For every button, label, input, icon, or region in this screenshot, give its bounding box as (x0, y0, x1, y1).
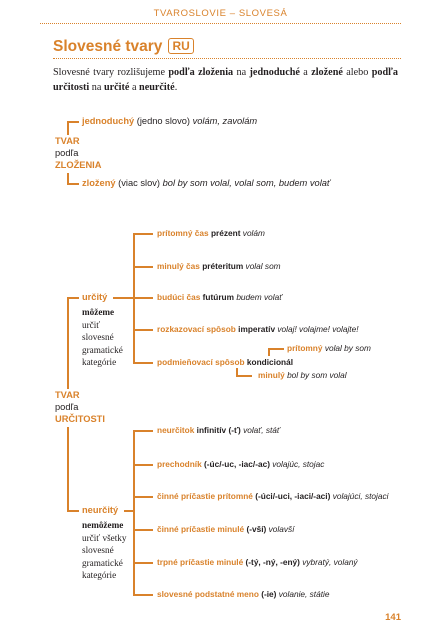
nonfinite-item (157, 589, 329, 599)
intro-text: a (129, 81, 140, 93)
intro-bold: podľa určitosti (53, 67, 399, 93)
finite-item-term: prézent (210, 228, 241, 238)
finite-item-term: préteritum (202, 261, 244, 271)
finite-note-line: môžeme (82, 307, 115, 317)
root-label-zlozenia: podľa (55, 148, 79, 158)
root-label-zlozenia: TVAR (55, 136, 80, 146)
nonfinite-item (157, 524, 294, 534)
tree-line (67, 510, 79, 512)
tree-line (133, 496, 153, 498)
compound-form-term: zložený (82, 178, 116, 188)
tree-line (268, 348, 270, 356)
tree-line (67, 297, 79, 299)
intro-paragraph (53, 66, 398, 95)
nonfinite-item-term: (-ie) (261, 589, 277, 599)
nonfinite-item (157, 425, 280, 435)
tree-line (133, 430, 135, 596)
finite-item (157, 324, 359, 334)
nonfinite-item-example: volavší (268, 524, 295, 534)
nonfinite-note-line: slovesné (82, 545, 114, 555)
page-title (53, 38, 194, 56)
nonfinite-item-label: neurčitok (157, 425, 195, 435)
nonfinite-item-example: volajúci, stojaci (332, 491, 389, 501)
tree-line (236, 375, 252, 377)
finite-label: určitý (82, 292, 108, 302)
nonfinite-item-label: prechodník (157, 459, 202, 469)
finite-item-label: budúci čas (157, 292, 201, 302)
finite-item-label: minulý čas (157, 261, 200, 271)
nonfinite-note-line: určiť všetky (82, 532, 127, 543)
conditional-present (287, 343, 371, 353)
root-label-zlozenia: ZLOŽENIA (55, 160, 102, 170)
finite-item-label: rozkazovací spôsob (157, 324, 236, 334)
simple-form-row (82, 116, 257, 126)
finite-item (157, 357, 293, 367)
nonfinite-item (157, 459, 324, 469)
finite-item-example: volaj! volajme! volajte! (277, 324, 359, 334)
nonfinite-note-line: nemôžeme (82, 520, 124, 530)
tree-line (67, 183, 79, 185)
tree-line (133, 430, 153, 432)
nonfinite-item-term: infinitív (-ť) (196, 425, 241, 435)
nonfinite-item-label: slovesné podstatné meno (157, 589, 259, 599)
tree-line (133, 266, 153, 268)
compound-form-desc: (viac slov) (115, 178, 163, 188)
finite-item-term: futúrum (202, 292, 234, 302)
nonfinite-item (157, 491, 389, 501)
nonfinite-note-line: kategórie (82, 570, 117, 580)
intro-text: na (233, 67, 250, 78)
nonfinite-item-example: volanie, státie (278, 589, 330, 599)
finite-note-line: kategórie (82, 357, 117, 367)
tree-line (133, 329, 153, 331)
running-header: TVAROSLOVIE – SLOVESÁ (153, 8, 288, 19)
finite-note-line: slovesné (82, 332, 114, 342)
intro-text: a (299, 67, 312, 78)
tree-line (67, 297, 69, 389)
finite-note-line: určiť (82, 319, 101, 330)
tree-line (133, 233, 153, 235)
simple-form-term: jednoduchý (82, 116, 135, 126)
intro-bold: zložené (311, 67, 343, 78)
tree-line (124, 510, 133, 512)
tree-line (268, 348, 284, 350)
conditional-label: prítomný (287, 343, 323, 353)
nonfinite-item-example: volajúc, stojac (272, 459, 325, 469)
intro-bold: podľa zloženia (168, 67, 234, 78)
intro-bold: neurčité (139, 81, 175, 93)
root-label-urcitosti: TVAR (55, 390, 80, 400)
finite-item (157, 292, 282, 302)
nonfinite-item-label: trpné príčastie minulé (157, 557, 244, 567)
nonfinite-note-line: gramatické (82, 557, 123, 568)
intro-bold: jednoduché (249, 67, 300, 78)
nonfinite-label: neurčitý (82, 505, 119, 515)
simple-form-examples: volám, zavolám (192, 116, 258, 126)
tree-line (133, 594, 153, 596)
tree-line (67, 427, 69, 511)
finite-item-term: kondicionál (246, 357, 294, 367)
nonfinite-item (157, 557, 358, 567)
tree-line (133, 529, 153, 531)
compound-form-examples: bol by som volal, volal som, budem volať (162, 178, 331, 188)
finite-item-example: volal som (245, 261, 281, 271)
intro-text: . (174, 81, 178, 93)
nonfinite-item-example: vybratý, volaný (302, 557, 358, 567)
nonfinite-item-term: (-vší) (246, 524, 267, 534)
intro-text: alebo (342, 67, 372, 78)
simple-form-desc: (jedno slovo) (134, 116, 193, 126)
tree-line (133, 297, 153, 299)
conditional-example: volal by som (324, 343, 371, 353)
finite-item-example: volám (242, 228, 265, 238)
tree-line (67, 121, 79, 123)
tree-line (133, 464, 153, 466)
finite-item-term: imperatív (238, 324, 276, 334)
conditional-example: bol by som volal (287, 370, 347, 380)
nonfinite-item-term: (-tý, -ný, -ený) (245, 557, 300, 567)
tree-line (113, 297, 133, 299)
nonfinite-note (82, 519, 127, 582)
intro-text: na (89, 81, 104, 93)
nonfinite-item-term: (-úci/-uci, -iaci/-aci) (255, 491, 331, 501)
page-number: 141 (385, 612, 401, 623)
root-label-urcitosti: URČITOSTI (55, 414, 105, 424)
tree-line (67, 121, 69, 135)
intro-text: Slovesné tvary rozlišujeme (53, 67, 169, 78)
tree-line (133, 562, 153, 564)
ru-badge: RU (168, 38, 193, 54)
finite-item (157, 228, 265, 238)
nonfinite-item-label: činné príčastie minulé (157, 524, 245, 534)
header-divider (40, 23, 401, 24)
nonfinite-item-term: (-úc/-uc, -iac/-ac) (204, 459, 270, 469)
nonfinite-item-example: volať, stáť (243, 425, 280, 435)
page-title-text: Slovesné tvary (53, 38, 163, 55)
finite-item-label: podmieňovací spôsob (157, 357, 245, 367)
finite-note (82, 306, 123, 369)
tree-line (133, 362, 153, 364)
conditional-label: minulý (258, 370, 285, 380)
finite-item-label: prítomný čas (157, 228, 209, 238)
finite-item (157, 261, 281, 271)
finite-note-line: gramatické (82, 344, 123, 355)
nonfinite-item-label: činné príčastie prítomné (157, 491, 253, 501)
finite-item-example: budem volať (236, 292, 283, 302)
conditional-past (258, 370, 347, 380)
root-label-urcitosti: podľa (55, 402, 79, 412)
title-divider (53, 58, 401, 59)
intro-bold: určité (103, 81, 130, 93)
compound-form-row (82, 178, 330, 188)
